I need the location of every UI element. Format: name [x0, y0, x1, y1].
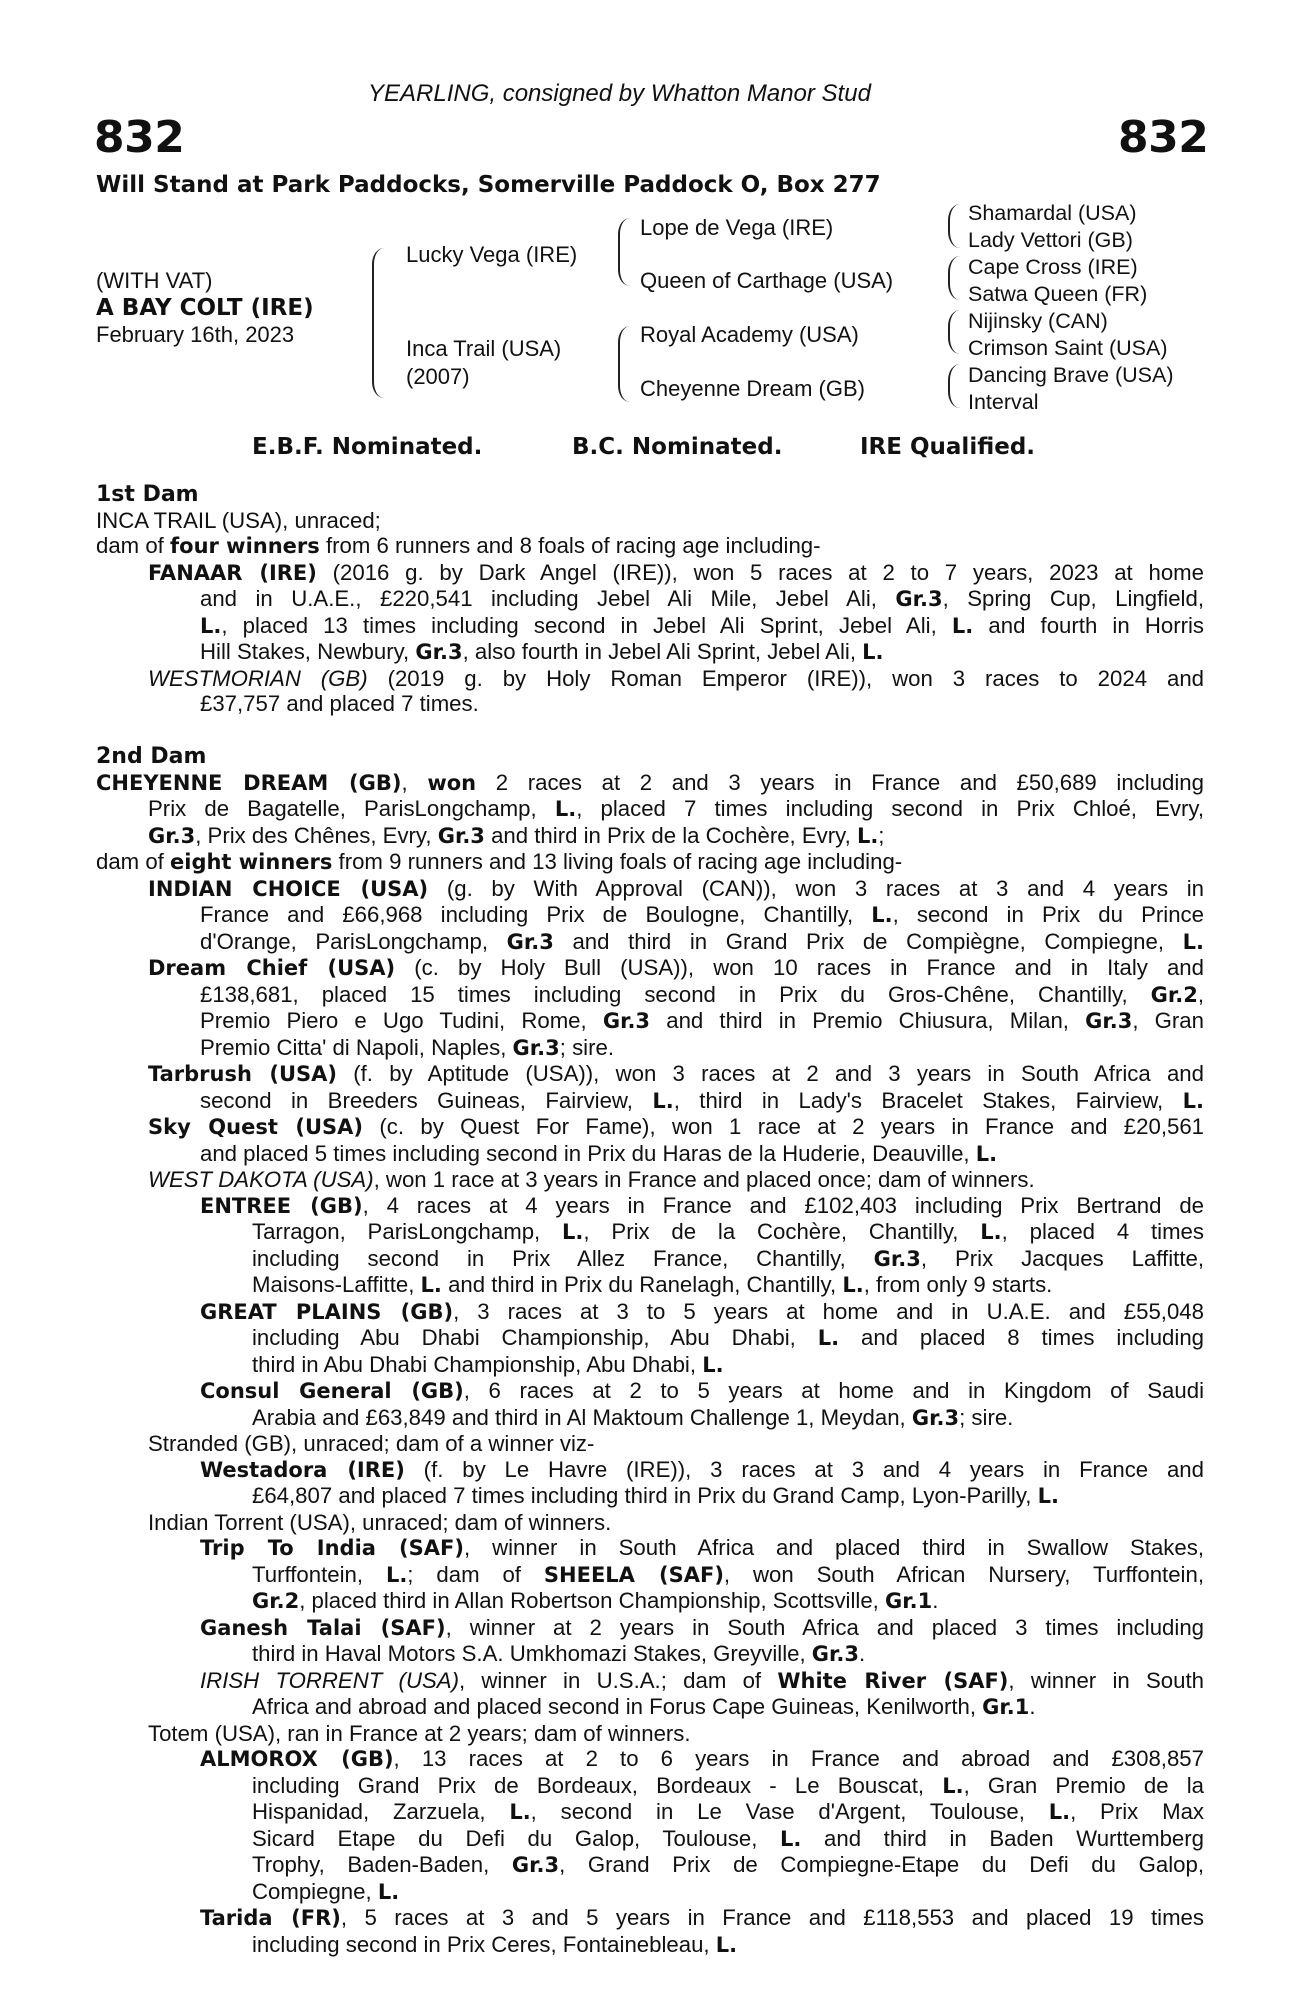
- bc-nominated: B.C. Nominated.: [572, 434, 783, 460]
- pedigree-sire-dam: Queen of Carthage (USA): [640, 268, 894, 293]
- second-dam-produce-summary: dam of eight winners from 9 runners and 13 living foals of racing age including-: [96, 849, 903, 874]
- second-dam-line: CHEYENNE DREAM (GB), won 2 races at 2 and 3 years in France and £50,689 including: [96, 769, 1204, 795]
- lot-number-left: 832: [94, 112, 185, 163]
- produce-entry: INDIAN CHOICE (USA) (g. by With Approval (CAN)), won 3 races at 3 and 4 years in France and £66,968 including Prix de Boulogne, Chantilly, L., second in Prix du Prince d'Orange, ParisLongchamp, Gr.3 and third in Grand Prix de Compiègne, Compiegne, L.: [148, 875, 1205, 954]
- first-dam-produce-summary: dam of four winners from 6 runners and 8 foals of racing age including-: [96, 533, 821, 558]
- pedigree-ddd: Interval: [968, 390, 1039, 414]
- pedigree-brace: [948, 310, 964, 354]
- pedigree-dam-sire: Royal Academy (USA): [640, 322, 859, 347]
- lot-number-right: 832: [1118, 112, 1209, 163]
- pedigree-dam-dam: Cheyenne Dream (GB): [640, 376, 865, 401]
- pedigree-sdd: Satwa Queen (FR): [968, 282, 1148, 306]
- pedigree-dam-year: (2007): [406, 364, 470, 389]
- produce-entry: WEST DAKOTA (USA), won 1 race at 3 years in France and placed once; dam of winners. ENTREE (GB), 4 races at 4 years in France and £102,403 including Prix Bertrand de Tarragon, ParisLongchamp, L., Prix de la Cochère, Chantilly, L., placed 4 times including second in Prix Allez France, Chantilly, Gr.3, Prix Jacques Laffitte, Maisons-Laffitte, L. and third in Prix du Ranelagh, Chantilly, L., from only 9 starts. GREAT PLAINS (GB), 3 races at 3 to 5 years at home and in U.A.E. and £55,048 including Abu Dhabi Championship, Abu Dhabi, L. and placed 8 times including third in Abu Dhabi Championship, Abu Dhabi, L. Consul General (GB), 6 races at 2 to 5 years at home and in Kingdom of Saudi Arabia and £63,849 and third in Al Maktoum Challenge 1, Meydan, Gr.3; sire.: [148, 1167, 1205, 1430]
- produce-entry: Stranded (GB), unraced; dam of a winner viz- Westadora (IRE) (f. by Le Havre (IRE)), 3 races at 3 and 4 years in France and £64,807 and placed 7 times including third in Prix du Grand Camp, Lyon-Parilly, L.: [148, 1431, 1204, 1508]
- horse-name: A BAY COLT (IRE): [96, 295, 314, 321]
- second-dam-heading: 2nd Dam: [96, 744, 207, 769]
- vat-note: (WITH VAT): [96, 268, 213, 293]
- pedigree-dsd: Crimson Saint (USA): [968, 336, 1168, 360]
- pedigree-dds: Dancing Brave (USA): [968, 363, 1174, 387]
- ire-qualified: IRE Qualified.: [860, 434, 1036, 460]
- pedigree-brace: [618, 326, 634, 402]
- pedigree-brace: [948, 256, 964, 300]
- pedigree-sss: Shamardal (USA): [968, 201, 1137, 225]
- pedigree-brace: [948, 204, 964, 248]
- stand-location: Will Stand at Park Paddocks, Somerville Paddock O, Box 277: [96, 172, 881, 198]
- produce-entry: Tarbrush (USA) (f. by Aptitude (USA)), won 3 races at 2 and 3 years in South Africa and second in Breeders Guineas, Fairview, L., third in Lady's Bracelet Stakes, Fairview, L.: [148, 1061, 1204, 1113]
- first-dam-section: [96, 482, 1204, 717]
- pedigree-brace: [618, 218, 634, 286]
- pedigree-dam: Inca Trail (USA): [406, 336, 562, 361]
- horse-dob: February 16th, 2023: [96, 322, 295, 347]
- produce-entry: FANAAR (IRE) (2016 g. by Dark Angel (IRE)), won 5 races at 2 to 7 years, 2023 at home and in U.A.E., £220,541 including Jebel Ali Mile, Jebel Ali, Gr.3, Spring Cup, Lingfield, L., placed 13 times including second in Jebel Ali Sprint, Jebel Ali, L. and fourth in Horris Hill Stakes, Newbury, Gr.3, also fourth in Jebel Ali Sprint, Jebel Ali, L.: [148, 559, 1204, 664]
- first-dam-line: INCA TRAIL (USA), unraced;: [96, 507, 381, 533]
- first-dam-heading: 1st Dam: [96, 482, 199, 507]
- produce-entry: Dream Chief (USA) (c. by Holy Bull (USA)), won 10 races in France and in Italy and £138,681, placed 15 times including second in Prix du Gros-Chêne, Chantilly, Gr.2, Premio Piero e Ugo Tudini, Rome, Gr.3 and third in Premio Chiusura, Milan, Gr.3, Gran Premio Citta' di Napoli, Naples, Gr.3; sire.: [148, 955, 1204, 1060]
- second-dam-section: 2nd Dam CHEYENNE DREAM (GB), won 2 races at 2 and 3 years in France and £50,689 including Prix de Bagatelle, ParisLongchamp, L., placed 7 times including second in Prix Chloé, Evry, Gr.3, Prix des Chênes, Evry, Gr.3 and third in Prix de la Cochère, Evry, L.; dam of eight winners from 9 runners and 13 living foals of racing age including- INDIAN CHOICE (USA) (g. by With Approval (CAN)), won 3 races at 3 and 4 years in France and £66,968 including Prix de Boulogne, Chantilly, L., second in Prix du Prince d'Orange, ParisLongchamp, Gr.3 and third in Grand Prix de Compiègne, Compiegne, L. Dream Chief (USA) (c. by Holy Bull (USA)), won 10 races in France and in Italy and £138,681, placed 15 times including second in Prix du Gros-Chêne, Chantilly, Gr.2, Premio Piero e Ugo Tudini, Rome, Gr.3 and third in Premio Chiusura, Milan, Gr.3, Gran Premio Citta' di Napoli, Naples, Gr.3; sire. Tarbrush (USA) (f. by Aptitude (USA)), won 3 races at 2 and 3 years in South Africa and second in Breeders Guineas, Fairview, L., third in Lady's Bracelet Stakes, Fairview, L. Sky Quest (USA) (c. by Quest For Fame), won 1 race at 2 years in France and £20,561 and placed 5 times including second in Prix du Haras de la Huderie, Deauville, L. WEST DAKOTA (USA), won 1 race at 3 years in France and placed once; dam of winners. ENTREE (GB), 4 races at 4 years in France and £102,403 including Prix Bertrand de Tarragon, ParisLongchamp, L., Prix de la Cochère, Chantilly, L., placed 4 times including second in Prix Allez France, Chantilly, Gr.3, Prix Jacques Laffitte, Maisons-Laffitte, L. and third in Prix du Ranelagh, Chantilly, L., from only 9 starts. GREAT PLAINS (GB), 3 races at 3 to 5 years at home and in U.A.E. and £55,048 including Abu Dhabi Championship, Abu Dhabi, L. and placed 8 times including third in Abu Dhabi Championship, Abu Dhabi, L. Consul General (GB), 6 races at 2 to 5 years at home and in Kingdom of Saudi Arabia and £63,849 and third in Al Maktoum Challenge 1, Meydan, Gr.3; sire. Stranded (GB), unraced; dam of a winner viz- Westadora (IRE) (f. by Le Havre (IRE)), 3 races at 3 and 4 years in France and £64,807 and placed 7 times including third in Prix du Grand Camp, Lyon-Parilly, L. Indian Torrent (USA), unraced; dam of winners. Trip To India (SAF), winner in South Africa and placed third in Swallow Stakes, Turffontein, L.; dam of SHEELA (SAF), won South African Nursery, Turffontein, Gr.2, placed third in Allan Robertson Championship, Scottsville, Gr.1. Ganesh Talai (SAF), winner at 2 years in South Africa and placed 3 times including third in Haval Motors S.A. Umkhomazi Stakes, Greyville, Gr.3. IRISH TORRENT (USA), winner in U.S.A.; dam of White River (SAF), winner in South Africa and abroad and placed second in Forus Cape Guineas, Kenilworth, Gr.1. Totem (USA), ran in France at 2 years; dam of winners. ALMOROX (GB), 13 races at 2 to 6 years in France and abroad and £308,857 including Grand Prix de Bordeaux, Bordeaux - Le Bouscat, L., Gran Premio de la Hispanidad, Zarzuela, L., second in Le Vase d'Argent, Toulouse, L., Prix Max Sicard Etape du Defi du Galop, Toulouse, L. and third in Baden Wurttemberg Trophy, Baden-Baden, Gr.3, Grand Prix de Compiegne-Etape du Defi du Galop, Compiegne, L. Tarida (FR), 5 races at 3 and 5 years in France and £118,553 and placed 19 times including second in Prix Ceres, Fontainebleau, L.: [96, 744, 1205, 1957]
- produce-entry: Totem (USA), ran in France at 2 years; dam of winners. ALMOROX (GB), 13 races at 2 to 6 years in France and abroad and £308,857 including Grand Prix de Bordeaux, Bordeaux - Le Bouscat, L., Gran Premio de la Hispanidad, Zarzuela, L., second in Le Vase d'Argent, Toulouse, L., Prix Max Sicard Etape du Defi du Galop, Toulouse, L. and third in Baden Wurttemberg Trophy, Baden-Baden, Gr.3, Grand Prix de Compiegne-Etape du Defi du Galop, Compiegne, L. Tarida (FR), 5 races at 3 and 5 years in France and £118,553 and placed 19 times including second in Prix Ceres, Fontainebleau, L.: [148, 1720, 1205, 1957]
- pedigree-ssd: Lady Vettori (GB): [968, 228, 1133, 252]
- produce-entry: Indian Torrent (USA), unraced; dam of winners. Trip To India (SAF), winner in South Africa and placed third in Swallow Stakes, Turffontein, L.; dam of SHEELA (SAF), won South African Nursery, Turffontein, Gr.2, placed third in Allan Robertson Championship, Scottsville, Gr.1. Ganesh Talai (SAF), winner at 2 years in South Africa and placed 3 times including third in Haval Motors S.A. Umkhomazi Stakes, Greyville, Gr.3. IRISH TORRENT (USA), winner in U.S.A.; dam of White River (SAF), winner in South Africa and abroad and placed second in Forus Cape Guineas, Kenilworth, Gr.1.: [148, 1509, 1204, 1719]
- produce-entry: WESTMORIAN (GB) (2019 g. by Holy Roman Emperor (IRE)), won 3 races to 2024 and £37,757 and placed 7 times.: [148, 665, 1204, 716]
- pedigree-brace: [372, 248, 388, 398]
- consignor-line: YEARLING, consigned by Whatton Manor Stud: [368, 80, 871, 107]
- pedigree-sds: Cape Cross (IRE): [968, 255, 1138, 279]
- ebf-nominated: E.B.F. Nominated.: [252, 434, 483, 460]
- pedigree-sire-sire: Lope de Vega (IRE): [640, 215, 834, 240]
- pedigree-sire: Lucky Vega (IRE): [406, 242, 578, 267]
- produce-entry: Sky Quest (USA) (c. by Quest For Fame), won 1 race at 2 years in France and £20,561 and placed 5 times including second in Prix du Haras de la Huderie, Deauville, L.: [148, 1114, 1205, 1166]
- pedigree-dss: Nijinsky (CAN): [968, 309, 1108, 333]
- pedigree-brace: [948, 364, 964, 408]
